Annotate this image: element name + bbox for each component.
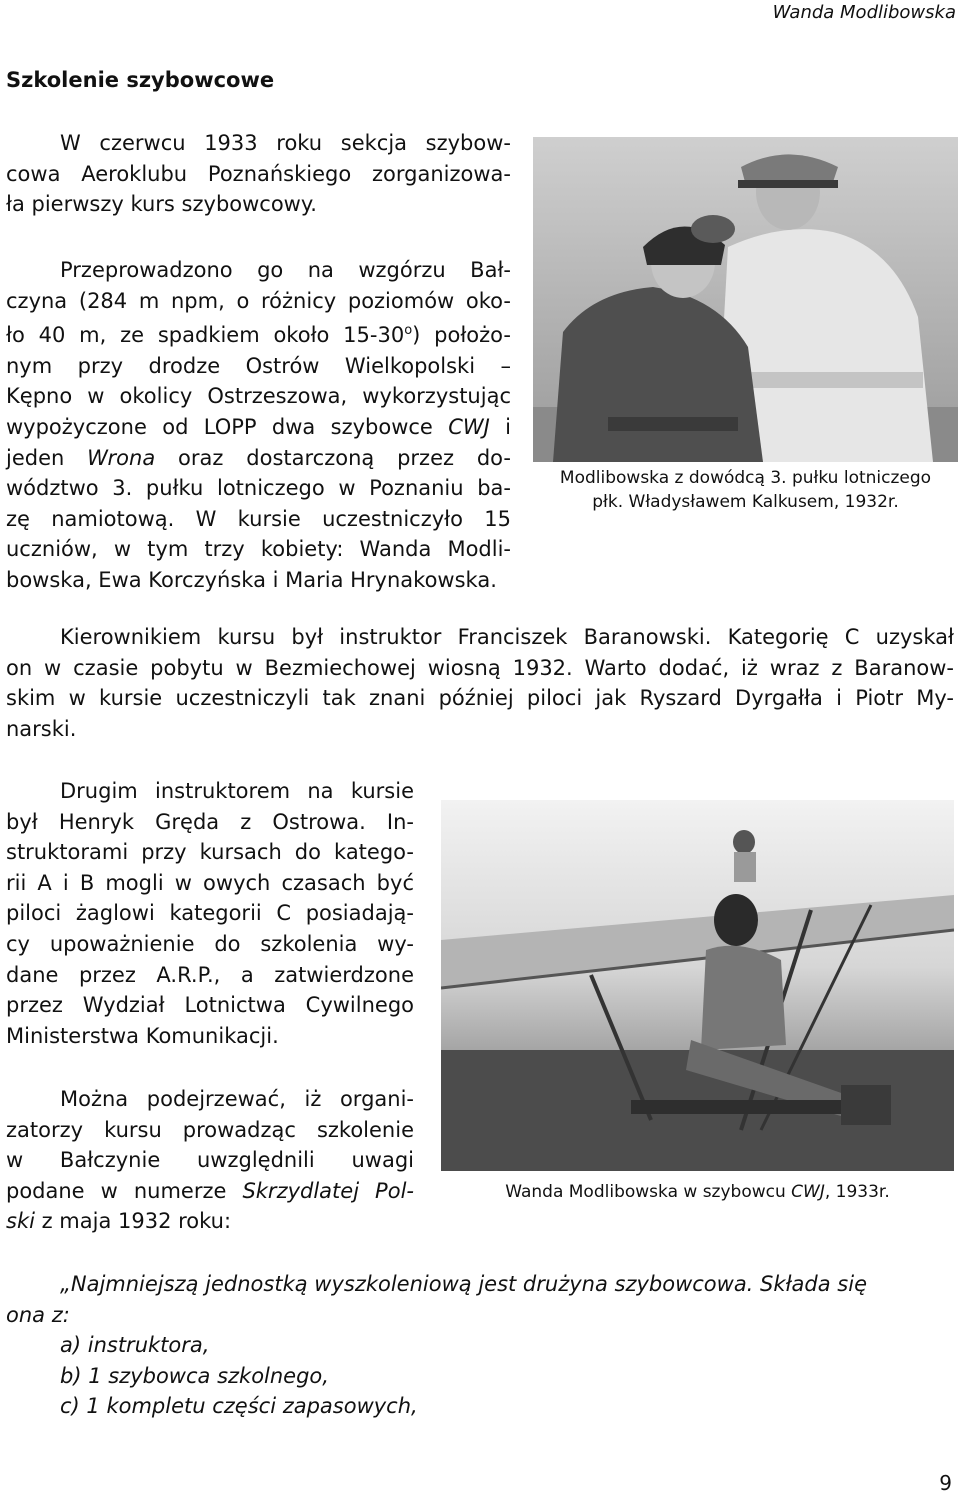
paragraph-instructor	[6, 622, 954, 744]
page-number: 9	[939, 1471, 952, 1495]
caption-text: Wanda Modlibowska w szybowcu	[505, 1182, 792, 1202]
text-span: wypożyczone od LOPP dwa szybowce	[6, 414, 449, 439]
text-line: ła pierwszy kurs szybowcowy.	[6, 192, 317, 217]
text-line	[6, 412, 511, 443]
text-span: i	[489, 414, 511, 439]
text-line	[6, 1176, 414, 1207]
paragraph-suspicion	[6, 1084, 414, 1237]
quote-list-item: c) 1 kompletu części zapasowych,	[60, 1394, 418, 1419]
text-span: podane w numerze	[6, 1178, 243, 1203]
text-line: Ministerstwa Komunikacji.	[6, 1023, 279, 1048]
text-line	[6, 1206, 414, 1237]
text-line: przez Wydział Lotnictwa Cywilnego	[6, 993, 414, 1018]
quote-list-item: b) 1 szybowca szkolnego,	[60, 1363, 329, 1388]
text-line: struktorami przy kursach do katego-	[6, 840, 414, 865]
text-line: czyna (284 m npm, o różnicy poziomów oko-	[6, 288, 511, 313]
glider-name: Wrona	[87, 445, 156, 470]
text-line: dane przez A.R.P., a zatwierdzone	[6, 962, 414, 987]
quote-line: „Najmniejszą jednostką wyszkoleniową jest drużyna szybowcowa. Składa się	[60, 1272, 867, 1296]
quote-block	[6, 1269, 956, 1422]
text-line: Kępno w okolicy Ostrzeszowa, wykorzystując	[6, 384, 511, 409]
caption-line: płk. Władysławem Kalkusem, 1932r.	[592, 492, 899, 512]
photo1-caption	[533, 466, 958, 514]
magazine-title: ski	[6, 1209, 35, 1234]
text-line	[6, 443, 511, 474]
text-line: Kierownikiem kursu był instruktor Franciszek Baranowski. Kategorię C uzyskał	[60, 625, 954, 649]
paragraph-location	[6, 255, 511, 596]
text-line: bowska, Ewa Korczyńska i Maria Hrynakowska.	[6, 567, 497, 592]
glider-name: CWJ	[448, 414, 490, 439]
text-line: cy upoważnienie do szkolenia wy-	[6, 931, 414, 956]
quote-line: ona z:	[6, 1302, 70, 1327]
caption-text: , 1933r.	[824, 1182, 890, 1202]
text-line: narski.	[6, 716, 77, 741]
text-line: piloci żaglowi kategorii C posiadają-	[6, 901, 414, 926]
text-line: cowa Aeroklubu Poznańskiego zorganizowa-	[6, 161, 511, 186]
text-line: uczniów, w tym trzy kobiety: Wanda Modli-	[6, 537, 511, 562]
text-line: nym przy drodze Ostrów Wielkopolski –	[6, 353, 511, 378]
text-line: Drugim instruktorem na kursie	[60, 779, 414, 803]
text-line: w Bałczynie uwzględnili uwagi	[6, 1148, 414, 1173]
text-line: był Henryk Gręda z Ostrowa. In-	[6, 809, 414, 834]
glider-name: CWJ	[791, 1182, 825, 1202]
section-title: Szkolenie szybowcowe	[6, 68, 275, 92]
running-header: Wanda Modlibowska	[772, 2, 956, 23]
text-line: rii A i B mogli w owych czasach być	[6, 870, 414, 895]
degree-superscript: o	[404, 323, 413, 339]
photo-image	[441, 800, 954, 1171]
text-line: W czerwcu 1933 roku sekcja szybow-	[60, 131, 511, 155]
text-line: Można podejrzewać, iż organi-	[60, 1087, 414, 1111]
text-span: oraz dostarczoną przez do-	[155, 445, 511, 470]
text-span: ) położo-	[412, 323, 511, 348]
text-span: jeden	[6, 445, 88, 470]
paragraph-intro	[6, 128, 511, 220]
photo-modlibowska-kalkus	[533, 137, 958, 462]
text-span: ło 40 m, ze spadkiem około 15-30	[6, 323, 405, 348]
quote-list-item: a) instruktora,	[60, 1333, 210, 1358]
photo-image	[533, 137, 958, 462]
text-line: skim w kursie uczestniczyli tak znani później piloci jak Ryszard Dyrgałła i Piotr My-	[6, 686, 954, 711]
photo2-caption	[441, 1180, 954, 1204]
photo-modlibowska-glider	[441, 800, 954, 1171]
text-line: wództwo 3. pułku lotniczego w Poznaniu ba-	[6, 476, 511, 501]
magazine-title: Skrzydlatej Pol-	[242, 1178, 414, 1203]
text-span: z maja 1932 roku:	[34, 1209, 232, 1234]
paragraph-second-instructor	[6, 776, 414, 1051]
text-line: zę namiotową. W kursie uczestniczyło 15	[6, 506, 511, 531]
text-line	[6, 316, 511, 351]
text-line: on w czasie pobytu w Bezmiechowej wiosną 1932. Warto dodać, iż wraz z Baranow-	[6, 655, 954, 680]
text-line: Przeprowadzono go na wzgórzu Bał-	[60, 258, 511, 282]
text-line: zatorzy kursu prowadząc szkolenie	[6, 1117, 414, 1142]
caption-line: Modlibowska z dowódcą 3. pułku lotniczego	[559, 468, 932, 488]
